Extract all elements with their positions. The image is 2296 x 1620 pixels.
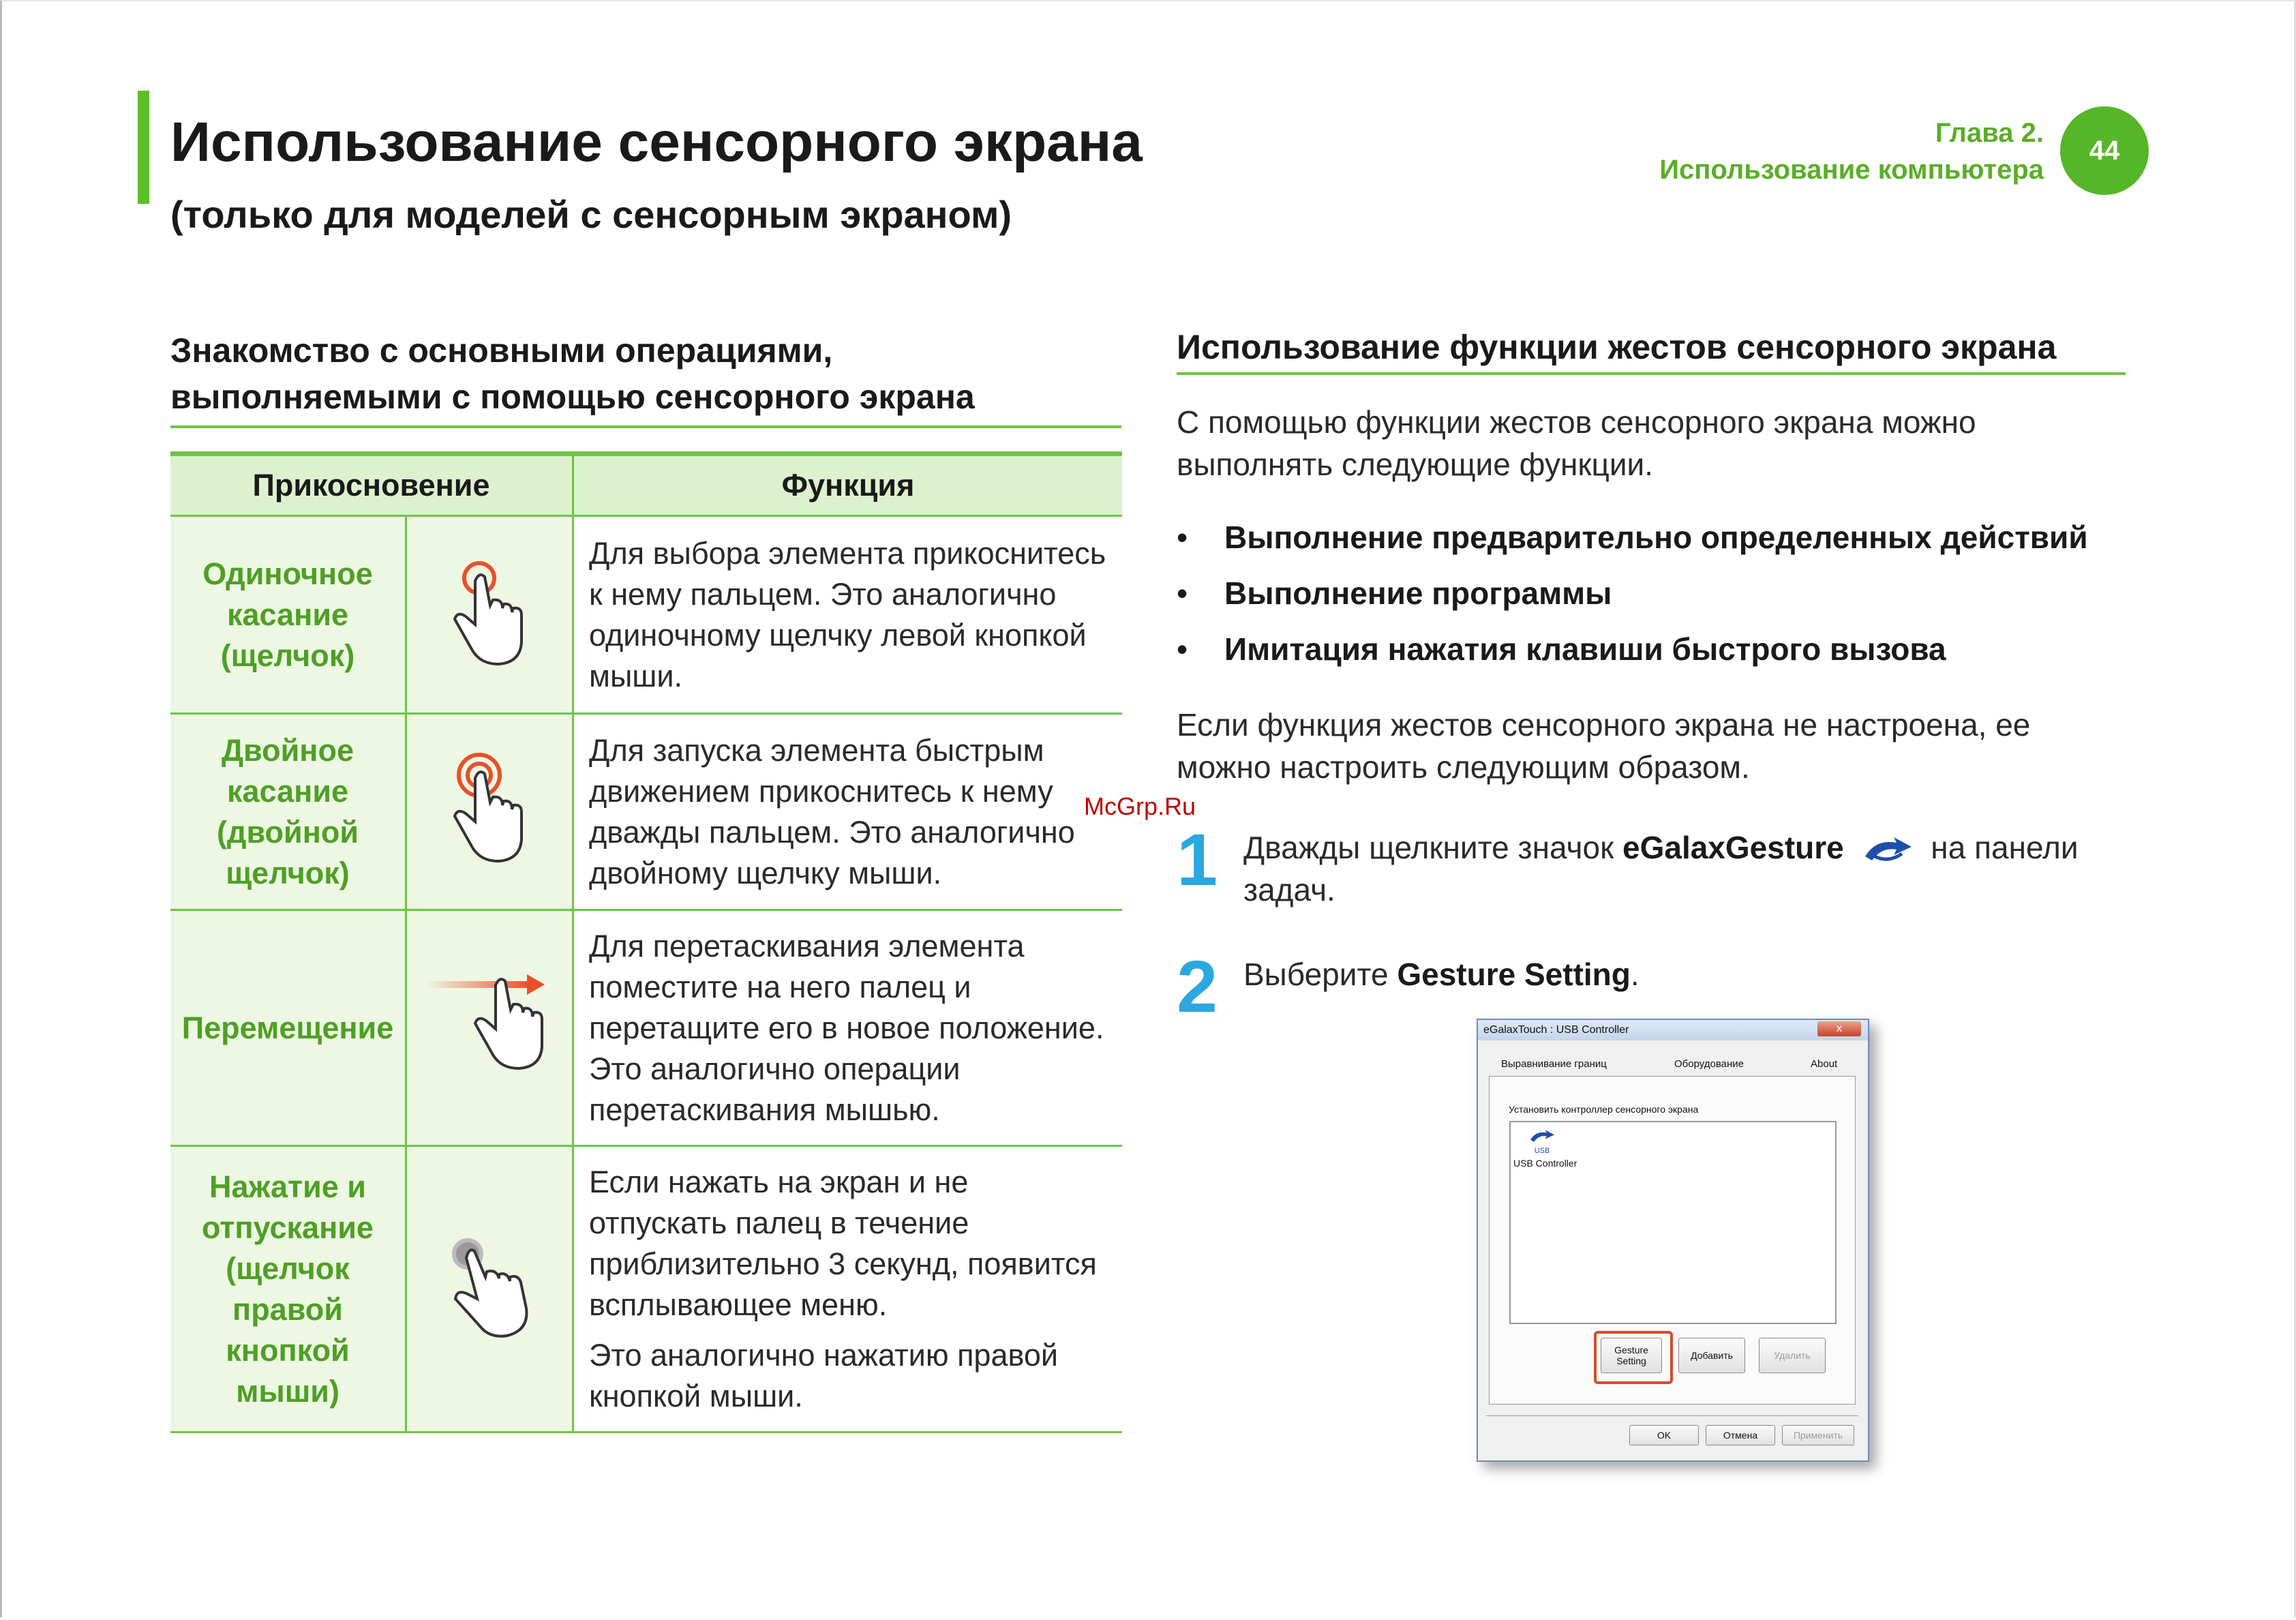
gesture-name (170, 910, 406, 1146)
table-header-function: Функция (573, 454, 1123, 516)
chapter-title: Использование компьютера (1659, 155, 2044, 185)
group-label: Установить контроллер сенсорного экрана (1509, 1104, 1699, 1115)
step-text-pre: Выберите (1243, 957, 1398, 992)
setup-note: Если функция жестов сенсорного экрана не настроена, ее можно настроить следующим образом. (1177, 707, 2031, 785)
gesture-description (573, 714, 1123, 910)
list-item: • Выполнение предварительно определенных действий (1177, 515, 2088, 571)
step-text (1243, 953, 1640, 995)
chapter-number: Глава 2. (1935, 118, 2044, 148)
gesture-name-line: мыши) (236, 1373, 339, 1409)
table-row (170, 714, 1122, 910)
step-text (1243, 826, 2130, 911)
gesture-name-line: Одиночное (202, 556, 373, 591)
gesture-name (170, 714, 406, 910)
dialog-title: eGalaxTouch : USB Controller (1483, 1024, 1629, 1036)
device-name: USB Controller (1513, 1158, 1577, 1169)
press-hold-icon (406, 1146, 573, 1432)
step-text-post: . (1630, 957, 1640, 992)
step-text-continuation: задач. (1243, 872, 1335, 907)
apply-button[interactable]: Применить (1782, 1425, 1854, 1445)
step-text-post: на панели (1922, 830, 2079, 865)
usb-controller-item[interactable] (1528, 1129, 1556, 1155)
list-item: • Имитация нажатия клавиши быстрого вызова (1177, 627, 2088, 682)
page-subtitle: (только для моделей с сенсорным экраном) (170, 193, 1012, 236)
single-tap-icon (406, 516, 573, 714)
table-header-touch: Прикосновение (170, 454, 573, 516)
gesture-setting-label: Gesture (1614, 1345, 1648, 1355)
gesture-name-line: отпускание (202, 1210, 374, 1245)
gesture-name-line: (двойной (216, 814, 359, 850)
left-section-heading (170, 327, 1121, 428)
tab-hardware[interactable]: Оборудование (1674, 1058, 1744, 1070)
gesture-name-line: Нажатие и (209, 1169, 366, 1204)
title-accent-bar (138, 91, 149, 204)
page-title: Использование сенсорного экрана (170, 111, 1143, 173)
tab-about[interactable]: About (1811, 1058, 1838, 1070)
gesture-name (170, 516, 406, 714)
gesture-description-text: Для перетаскивания элемента поместите на него палец и перетащите его в новое положение. Это аналогично операции перетаскивания мышью. (589, 928, 1104, 1127)
gesture-name-line: касание (226, 773, 349, 809)
left-heading-line2: выполняемыми с помощью сенсорного экрана (170, 378, 975, 416)
touch-operations-table (170, 451, 1122, 1433)
cancel-button[interactable]: Отмена (1706, 1425, 1775, 1445)
gesture-description-text: Для выбора элемента прикоснитесь к нему пальцем. Это аналогично одиночному щелчку левой кнопкой мыши. (589, 535, 1106, 693)
step-number: 2 (1177, 945, 1218, 1028)
gesture-description (573, 1146, 1123, 1432)
gesture-name-line: (щелчок) (220, 638, 355, 673)
tab-calibration[interactable]: Выравнивание границ (1501, 1058, 1607, 1070)
dialog-divider (1486, 1415, 1858, 1416)
close-button[interactable]: x (1817, 1021, 1861, 1036)
gesture-description (573, 910, 1123, 1146)
usb-icon (1528, 1129, 1556, 1144)
watermark: McGrp.Ru (1084, 792, 1196, 820)
add-button[interactable]: Добавить (1678, 1338, 1745, 1373)
table-row (170, 1146, 1122, 1432)
step-text-pre: Дважды щелкните значок (1243, 830, 1622, 865)
double-tap-icon (406, 714, 573, 910)
gesture-name-line: касание (226, 597, 349, 632)
intro-paragraph: С помощью функции жестов сенсорного экрана можно выполнять следующие функции. (1177, 404, 1976, 482)
gesture-name (170, 1146, 406, 1432)
step-number: 1 (1177, 818, 1218, 901)
gesture-name-line: (щелчок (226, 1250, 350, 1286)
table-row (170, 910, 1122, 1146)
egalaxtouch-dialog (1477, 1019, 1869, 1462)
gesture-name-line: щелчок) (226, 855, 350, 890)
gesture-name-line: Перемещение (181, 1010, 394, 1045)
list-item: • Выполнение программы (1177, 571, 2088, 627)
gesture-setting-button[interactable] (1601, 1338, 1662, 1373)
ok-button[interactable]: OK (1629, 1425, 1699, 1445)
gesture-description-text: Это аналогично нажатию правой кнопкой мыши. (589, 1337, 1059, 1413)
gesture-description-text: Если нажать на экран и не отпускать палец в течение приблизительно 3 секунд, появится всплывающее меню. (589, 1164, 1097, 1322)
gesture-description (573, 516, 1123, 714)
page-number-badge: 44 (2060, 106, 2149, 195)
remove-button[interactable]: Удалить (1759, 1338, 1826, 1373)
gesture-name-line: Двойное (222, 732, 354, 768)
feature-list (1177, 515, 2088, 682)
left-heading-line1: Знакомство с основными операциями, (170, 331, 833, 370)
gesture-setting-label: Setting (1616, 1355, 1646, 1366)
table-row (170, 516, 1122, 714)
usb-label: USB (1534, 1147, 1550, 1155)
step-text-bold: eGalaxGesture (1622, 830, 1844, 865)
chapter-label (1659, 115, 2044, 188)
step-text-bold: Gesture Setting (1397, 957, 1631, 992)
gesture-description-text: Для запуска элемента быстрым движением прикоснитесь к нему дважды пальцем. Это аналогично двойному щелчку мыши. (589, 732, 1075, 890)
dialog-titlebar (1478, 1020, 1868, 1040)
egalax-gesture-icon (1861, 836, 1914, 865)
gesture-name-line: правой (232, 1291, 343, 1327)
controller-list[interactable] (1509, 1121, 1837, 1324)
drag-icon (406, 910, 573, 1146)
gesture-name-line: кнопкой (226, 1332, 350, 1368)
right-section-heading: Использование функции жестов сенсорного экрана (1177, 327, 2126, 375)
